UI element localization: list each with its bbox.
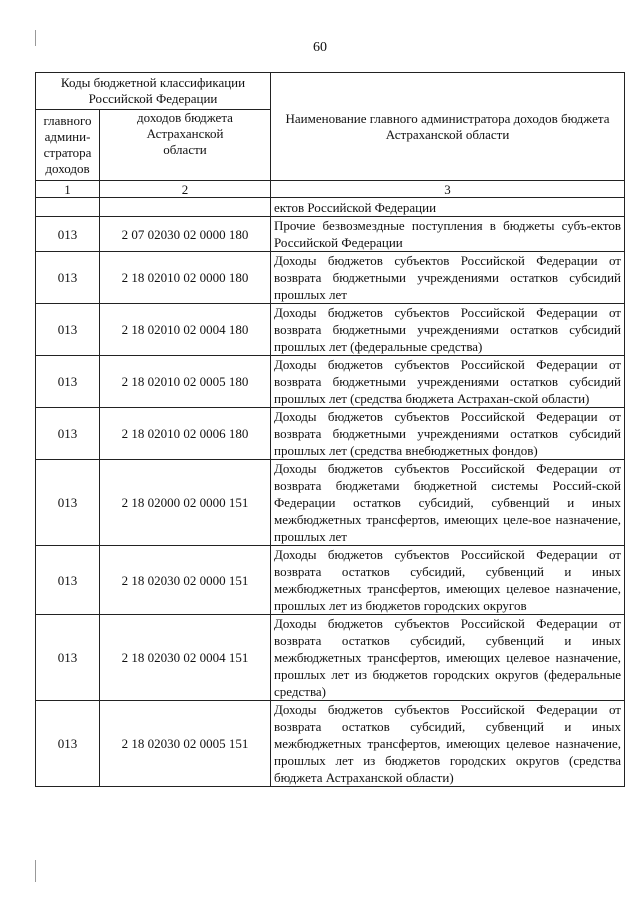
revenue-code: 2 18 02010 02 0004 180 xyxy=(100,304,271,356)
revenue-code: 2 18 02000 02 0000 151 xyxy=(100,460,271,546)
revenue-code: 2 18 02010 02 0000 180 xyxy=(100,252,271,304)
revenue-name: Доходы бюджетов субъектов Российской Федерации от возврата бюджетными учреждениями остатков субсидий прошлых лет (федеральные средства) xyxy=(271,304,625,356)
revenue-name: Доходы бюджетов субъектов Российской Федерации от возврата остатков субсидий, субвенций и иных межбюджетных трансфертов, имеющих целевое назначение, прошлых лет из бюджетов городских округов (федеральные средства) xyxy=(271,615,625,701)
revenue-code: 2 07 02030 02 0000 180 xyxy=(100,217,271,252)
col-number-3: 3 xyxy=(271,181,625,198)
admin-code: 013 xyxy=(36,217,100,252)
header-name-col: Наименование главного администратора доходов бюджета Астраханской области xyxy=(271,73,625,181)
admin-code: 013 xyxy=(36,304,100,356)
col-number-1: 1 xyxy=(36,181,100,198)
revenue-name: Доходы бюджетов субъектов Российской Федерации от возврата остатков субсидий, субвенций и иных межбюджетных трансфертов, имеющих целевое назначение, прошлых лет из бюджетов городских округов xyxy=(271,546,625,615)
table-row xyxy=(36,252,625,304)
table-row xyxy=(36,356,625,408)
continuation-text: ектов Российской Федерации xyxy=(271,198,625,217)
admin-code: 013 xyxy=(36,460,100,546)
scan-mark-top xyxy=(35,30,36,46)
revenue-name: Прочие безвозмездные поступления в бюджеты субъ-ектов Российской Федерации xyxy=(271,217,625,252)
continuation-admin xyxy=(36,198,100,217)
budget-classification-table xyxy=(35,72,625,787)
table-row xyxy=(36,217,625,252)
scan-mark-bottom xyxy=(35,860,36,882)
admin-code: 013 xyxy=(36,408,100,460)
header-code-col: доходов бюджета Астраханской области xyxy=(100,110,271,181)
revenue-code: 2 18 02030 02 0000 151 xyxy=(100,546,271,615)
revenue-name: Доходы бюджетов субъектов Российской Федерации от возврата бюджетными учреждениями остатков субсидий прошлых лет (средства бюджета Астрахан-ской области) xyxy=(271,356,625,408)
admin-code: 013 xyxy=(36,615,100,701)
revenue-code: 2 18 02030 02 0004 151 xyxy=(100,615,271,701)
header-group-title: Коды бюджетной классификации Российской Федерации xyxy=(36,73,271,110)
continuation-code xyxy=(100,198,271,217)
revenue-name: Доходы бюджетов субъектов Российской Федерации от возврата бюджетными учреждениями остатков субсидий прошлых лет xyxy=(271,252,625,304)
table-row xyxy=(36,546,625,615)
header-admin-col: главного админи-стратора доходов xyxy=(36,110,100,181)
column-number-row xyxy=(36,181,625,198)
admin-code: 013 xyxy=(36,356,100,408)
revenue-code: 2 18 02010 02 0005 180 xyxy=(100,356,271,408)
table-row xyxy=(36,408,625,460)
revenue-name: Доходы бюджетов субъектов Российской Федерации от возврата бюджетами бюджетной системы Россий-ской Федерации остатков субсидий, субвенций и иных межбюджетных трансфертов, имеющих целе-вое назначение, прошлых лет xyxy=(271,460,625,546)
page-number: 60 xyxy=(313,40,327,55)
continuation-row xyxy=(36,198,625,217)
revenue-name: Доходы бюджетов субъектов Российской Федерации от возврата бюджетными учреждениями остатков субсидий прошлых лет (средства внебюджетных фондов) xyxy=(271,408,625,460)
admin-code: 013 xyxy=(36,546,100,615)
table-row xyxy=(36,304,625,356)
revenue-code: 2 18 02030 02 0005 151 xyxy=(100,701,271,787)
table-row xyxy=(36,460,625,546)
table-row xyxy=(36,615,625,701)
table-row xyxy=(36,701,625,787)
admin-code: 013 xyxy=(36,252,100,304)
revenue-code: 2 18 02010 02 0006 180 xyxy=(100,408,271,460)
col-number-2: 2 xyxy=(100,181,271,198)
revenue-name: Доходы бюджетов субъектов Российской Федерации от возврата остатков субсидий, субвенций и иных межбюджетных трансфертов, имеющих целевое назначение, прошлых лет из бюджетов городских округов (средства бюджета Астраханской области) xyxy=(271,701,625,787)
admin-code: 013 xyxy=(36,701,100,787)
